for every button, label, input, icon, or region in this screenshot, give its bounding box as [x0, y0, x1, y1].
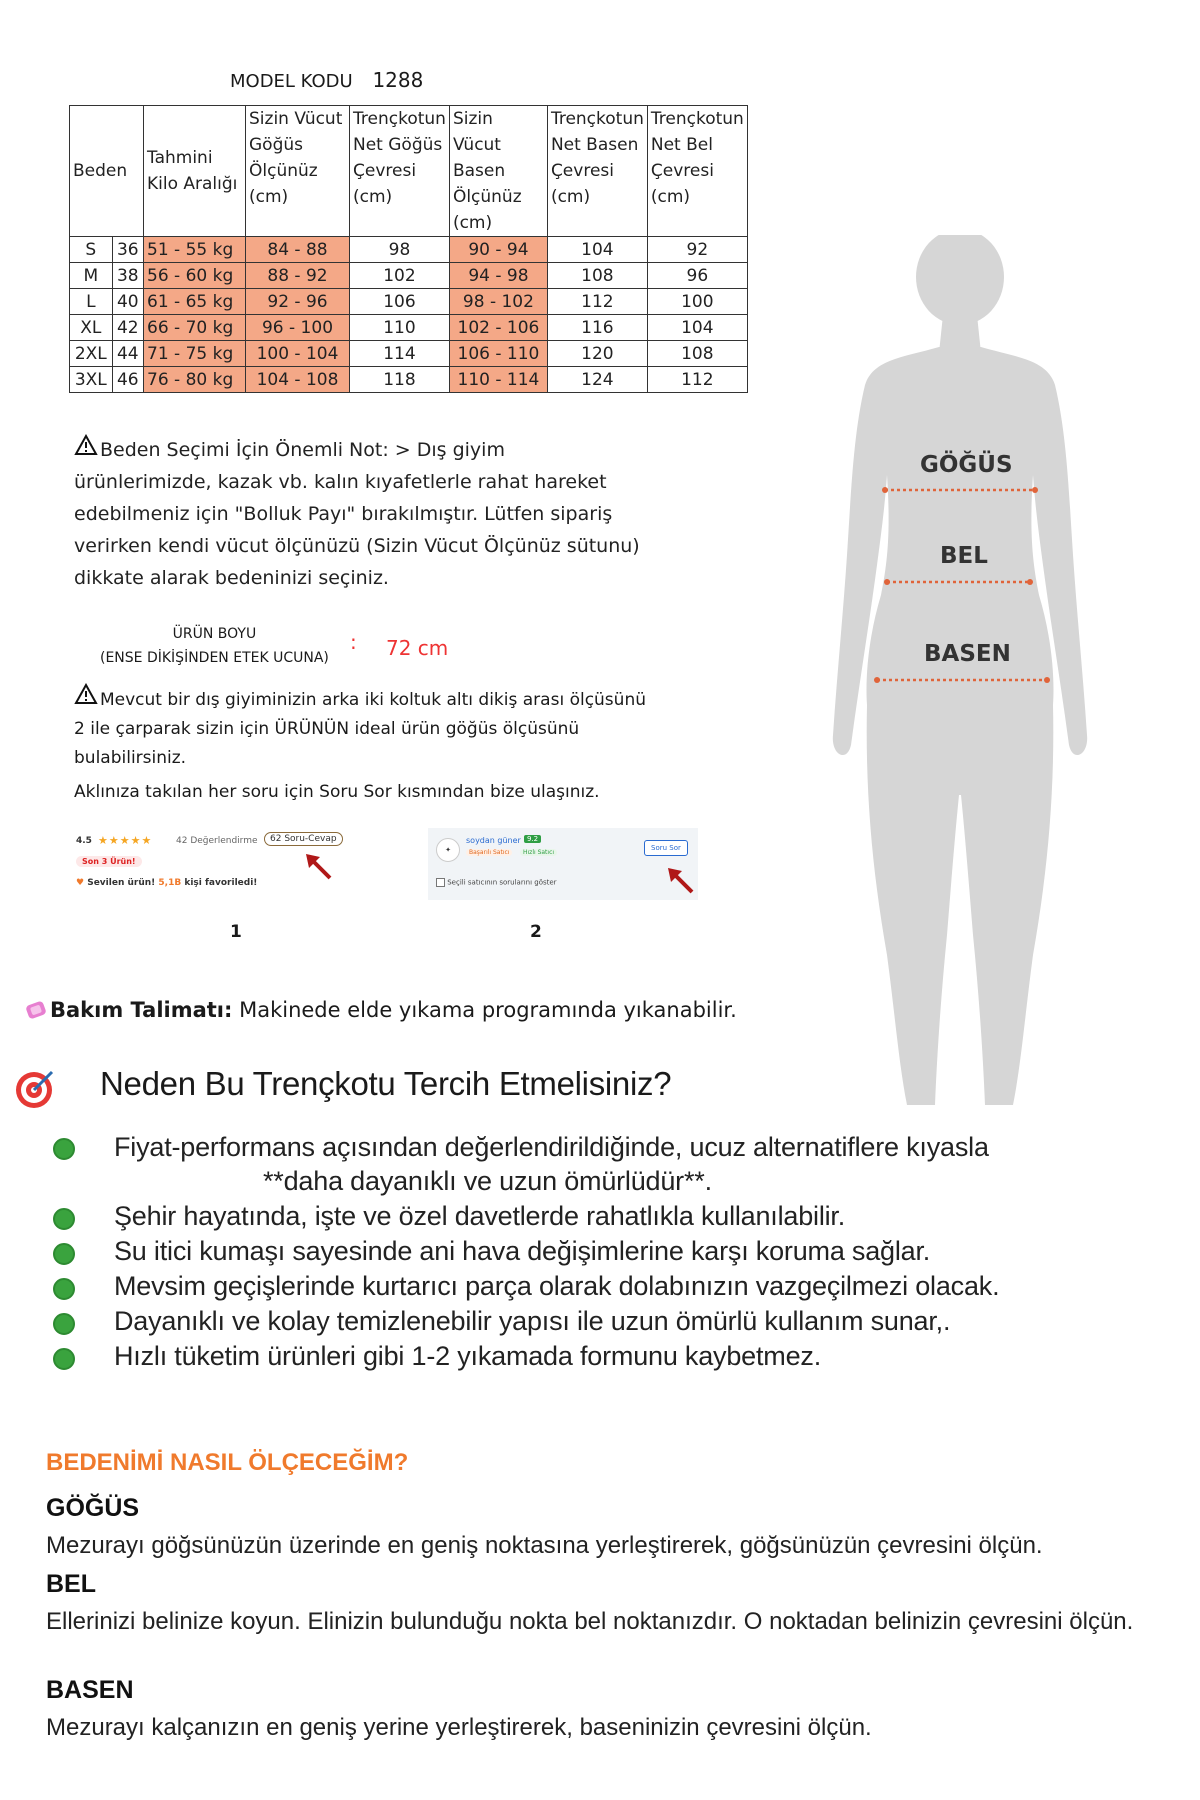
figure-chest-label: GÖĞÜS: [920, 452, 1013, 478]
measure-tip-note: [74, 683, 654, 773]
table-cell: 108: [647, 341, 747, 367]
table-cell: 98 - 102: [449, 289, 547, 315]
table-cell: 108: [547, 263, 647, 289]
product-length-title: ÜRÜN BOYU: [172, 626, 257, 642]
care-icon: [24, 999, 50, 1026]
waist-heading: BEL: [46, 1570, 96, 1598]
why-item-4: Mevsim geçişlerinde kurtarıcı parça olarak dolabınızın vazgeçilmezi olacak.: [114, 1271, 1000, 1301]
table-cell: 71 - 75 kg: [144, 341, 246, 367]
table-cell: 102 - 106: [449, 315, 547, 341]
table-cell: 51 - 55 kg: [144, 237, 246, 263]
why-item-1: Fiyat-performans açısından değerlendirildiğinde, ucuz alternatiflere kıyasla: [114, 1132, 989, 1162]
table-cell: 116: [547, 315, 647, 341]
arrow-icon: [666, 866, 696, 896]
body-silhouette: [825, 235, 1095, 1115]
table-cell: S: [70, 237, 113, 263]
header-body-chest: Sizin Vücut Göğüs Ölçünüz (cm): [246, 106, 350, 237]
table-cell: 106: [350, 289, 450, 315]
measure-tip-text: Mevcut bir dış giyiminizin arka iki koltuk altı dikiş arası ölçüsünü 2 ile çarparak sizin için ÜRÜNÜN ideal ürün göğüs ölçüsünü bulabilirsiniz.: [74, 690, 646, 768]
table-cell: 104: [647, 315, 747, 341]
header-net-waist: Trençkotun Net Bel Çevresi (cm): [647, 106, 747, 237]
table-cell: 2XL: [70, 341, 113, 367]
table-row: [70, 289, 748, 315]
care-text: Makinede elde yıkama programında yıkanabilir.: [232, 998, 737, 1022]
header-beden: Beden: [70, 106, 144, 237]
model-code: [230, 68, 423, 92]
why-item-3: Su itici kumaşı sayesinde ani hava değişimlerine karşı koruma sağlar.: [114, 1236, 931, 1266]
table-cell: 102: [350, 263, 450, 289]
seller-name: soydan güner: [466, 836, 521, 845]
contact-note: Aklınıza takılan her soru için Soru Sor kısmından bize ulaşınız.: [74, 782, 600, 802]
model-code-label: MODEL KODU: [230, 71, 353, 92]
table-cell: 104 - 108: [246, 367, 350, 393]
warning-icon: [74, 683, 100, 715]
ask-question-button[interactable]: Soru Sor: [644, 840, 688, 856]
seller-questions-checkbox[interactable]: [436, 878, 557, 887]
table-cell: 76 - 80 kg: [144, 367, 246, 393]
size-table-header: [70, 106, 748, 237]
why-title: Neden Bu Trençkotu Tercih Etmelisiniz?: [100, 1065, 672, 1102]
checkbox-icon[interactable]: [436, 878, 445, 887]
care-instruction: [24, 998, 737, 1026]
table-cell: 36: [112, 237, 143, 263]
chest-heading: GÖĞÜS: [46, 1494, 140, 1522]
review-count: 42 Değerlendirme: [176, 836, 258, 846]
seller-avatar: ✦: [436, 838, 460, 862]
table-cell: M: [70, 263, 113, 289]
warning-icon: [74, 434, 100, 466]
header-kilo: Tahmini Kilo Aralığı: [144, 106, 246, 237]
target-icon: [14, 1068, 56, 1114]
header-net-hip: Trençkotun Net Basen Çevresi (cm): [547, 106, 647, 237]
table-cell: 100: [647, 289, 747, 315]
product-length-subtitle: (ENSE DİKİŞİNDEN ETEK UCUNA): [100, 650, 329, 666]
example-screenshot-2: [428, 828, 698, 900]
table-cell: 110 - 114: [449, 367, 547, 393]
table-row: [70, 263, 748, 289]
hip-instruction: Mezurayı kalçanızın en geniş yerine yerleştirerek, baseninizin çevresini ölçün.: [46, 1714, 872, 1741]
table-cell: 110: [350, 315, 450, 341]
table-row: [70, 367, 748, 393]
table-cell: 96: [647, 263, 747, 289]
table-cell: 46: [112, 367, 143, 393]
why-item-2: Şehir hayatında, işte ve özel davetlerde rahatlıkla kullanılabilir.: [114, 1201, 846, 1231]
chest-instruction: Mezurayı göğsünüzün üzerinde en geniş noktasına yerleştirerek, göğsünüzün çevresini ölçün.: [46, 1532, 1043, 1559]
favorites-line: [76, 878, 257, 888]
favorites-count: 5,1B: [158, 878, 182, 888]
table-cell: 92 - 96: [246, 289, 350, 315]
header-body-hip: Sizin Vücut Basen Ölçünüz (cm): [449, 106, 547, 237]
green-dot-icon: [53, 1278, 75, 1300]
header-net-chest: Trençkotun Net Göğüs Çevresi (cm): [350, 106, 450, 237]
why-item-6: Hızlı tüketim ürünleri gibi 1-2 yıkamada formunu kaybetmez.: [114, 1341, 821, 1371]
table-cell: 98: [350, 237, 450, 263]
figure-waist-label: BEL: [940, 543, 988, 569]
successful-seller-badge: Başarılı Satıcı: [466, 849, 512, 856]
silhouette-shape: [833, 235, 1087, 1105]
example-screenshot-1: [72, 822, 347, 900]
green-dot-icon: [53, 1243, 75, 1265]
fast-seller-badge: Hızlı Satıcı: [520, 849, 557, 856]
table-cell: 104: [547, 237, 647, 263]
table-cell: XL: [70, 315, 113, 341]
table-row: [70, 237, 748, 263]
seller-score: 9.2: [524, 835, 541, 843]
table-cell: 61 - 65 kg: [144, 289, 246, 315]
table-cell: 106 - 110: [449, 341, 547, 367]
heart-icon: ♥: [76, 878, 85, 888]
table-row: [70, 341, 748, 367]
table-cell: 120: [547, 341, 647, 367]
care-label: Bakım Talimatı:: [50, 998, 233, 1022]
rating-stars-icon: ★★★★★: [98, 834, 153, 847]
screenshot-2-caption: 2: [530, 922, 542, 942]
product-length-value: 72 cm: [386, 636, 449, 660]
why-item-5: Dayanıklı ve kolay temizlenebilir yapısı ile uzun ömürlü kullanım sunar,.: [114, 1306, 951, 1336]
qa-link[interactable]: 62 Soru-Cevap: [264, 832, 343, 846]
size-table: [69, 105, 748, 393]
table-cell: 100 - 104: [246, 341, 350, 367]
green-dot-icon: [53, 1138, 75, 1160]
rating-value: 4.5: [76, 836, 92, 846]
product-length-label: [100, 622, 329, 670]
hip-heading: BASEN: [46, 1676, 134, 1704]
green-dot-icon: [53, 1348, 75, 1370]
table-cell: 90 - 94: [449, 237, 547, 263]
table-cell: 44: [112, 341, 143, 367]
table-cell: 56 - 60 kg: [144, 263, 246, 289]
table-cell: 112: [647, 367, 747, 393]
favorites-suffix: kişi favoriledi!: [184, 878, 258, 888]
table-cell: 38: [112, 263, 143, 289]
table-cell: 3XL: [70, 367, 113, 393]
figure-hip-label: BASEN: [924, 641, 1011, 667]
waist-instruction: Ellerinizi belinize koyun. Elinizin bulunduğu nokta bel noktanızdır. O noktadan belinizin çevresini ölçün.: [46, 1608, 1134, 1635]
last-items-badge: Son 3 Ürün!: [76, 856, 142, 867]
table-cell: 124: [547, 367, 647, 393]
how-to-measure-title: BEDENİMİ NASIL ÖLÇECEĞİM?: [46, 1449, 409, 1476]
table-cell: 118: [350, 367, 450, 393]
table-row: [70, 315, 748, 341]
table-cell: L: [70, 289, 113, 315]
green-dot-icon: [53, 1208, 75, 1230]
arrow-icon: [304, 852, 334, 882]
why-item-1-cont: **daha dayanıklı ve uzun ömürlüdür**.: [263, 1166, 712, 1196]
table-cell: 88 - 92: [246, 263, 350, 289]
checkbox-label: Seçili satıcının sorularını göster: [447, 878, 557, 887]
table-cell: 66 - 70 kg: [144, 315, 246, 341]
sizing-note-text: Beden Seçimi İçin Önemli Not: > Dış giyim ürünlerimizde, kazak vb. kalın kıyafetlerle rahat hareket edebilmeniz için "Bolluk Payı" bırakılmıştır. Lütfen sipariş verirken kendi vücut ölçünüzü (Sizin Vücut Ölçünüz sütunu) dikkate alarak bedeninizi seçiniz.: [74, 439, 640, 589]
model-code-value: 1288: [372, 68, 424, 92]
table-cell: 94 - 98: [449, 263, 547, 289]
favorites-prefix: Sevilen ürün!: [87, 878, 156, 888]
green-dot-icon: [53, 1313, 75, 1335]
sizing-note: [74, 434, 644, 594]
table-cell: 112: [547, 289, 647, 315]
table-cell: 42: [112, 315, 143, 341]
table-cell: 114: [350, 341, 450, 367]
table-cell: 40: [112, 289, 143, 315]
table-cell: 92: [647, 237, 747, 263]
table-cell: 84 - 88: [246, 237, 350, 263]
product-length-colon: :: [350, 630, 357, 654]
screenshot-1-caption: 1: [230, 922, 242, 942]
table-cell: 96 - 100: [246, 315, 350, 341]
